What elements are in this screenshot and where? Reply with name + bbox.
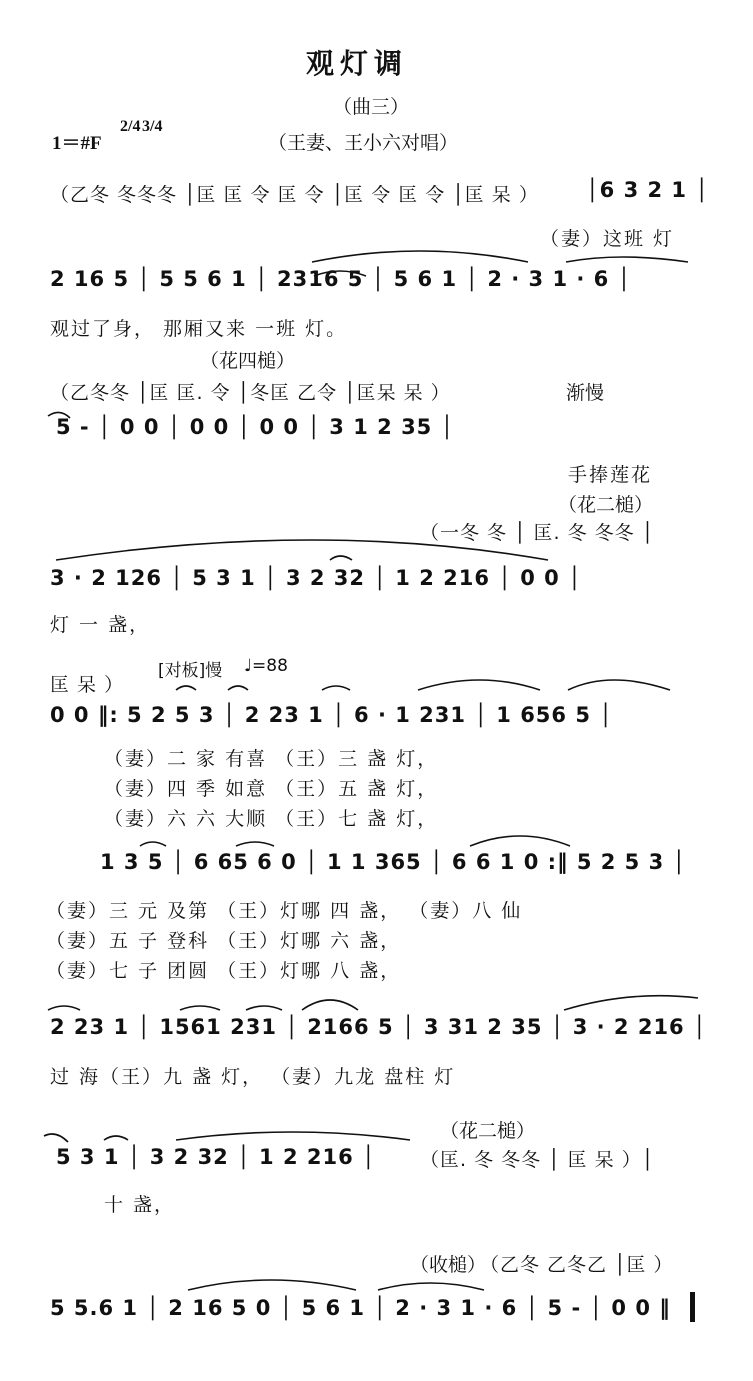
final-barline bbox=[690, 1292, 695, 1322]
lyrics-line-2: 观过了身， 那厢又来 一班 灯。 bbox=[50, 318, 348, 340]
lyrics-verse-3-a: （妻）六 六 大顺 （王）七 盏 灯， bbox=[104, 808, 439, 830]
annotation-hua-si-chui: （花四槌） bbox=[200, 350, 296, 372]
notation-line-9: 5 5.6 1 │ 2 16 5 0 │ 5 6 1 │ 2 · 3 1 · 6 │ 5 - │ 0 0 ‖ bbox=[50, 1296, 671, 1320]
performers: （王妻、王小六对唱） bbox=[268, 132, 459, 154]
time-signature-1: 2/4 bbox=[120, 118, 141, 135]
lyrics-line-4: 灯 一 盏， bbox=[50, 614, 151, 636]
tempo-value: ♩=88 bbox=[244, 656, 288, 676]
notation-line-4: 3 · 2 126 │ 5 3 1 │ 3 2 32 │ 1 2 216 │ 0 0 │ bbox=[50, 566, 582, 590]
lyrics-line-8: 十 盏， bbox=[104, 1194, 176, 1216]
percussion-line-1: （乙冬 冬冬冬 │匡 匡 令 匡 令 │匡 令 匡 令 │匡 呆 ） bbox=[50, 184, 539, 206]
page-title: 观灯调 bbox=[306, 47, 409, 80]
notation-line-3: 5 - │ 0 0 │ 0 0 │ 0 0 │ 3 1 2 35 │ bbox=[56, 415, 455, 439]
percussion-line-3: （乙冬冬 │匡 匡. 令 │冬匡 乙令 │匡呆 呆 ） bbox=[50, 382, 451, 404]
annotation-hua-er-chui-2: （花二槌） bbox=[440, 1120, 536, 1142]
lyrics-verse-1-a: （妻）二 家 有喜 （王）三 盏 灯， bbox=[104, 748, 439, 770]
annotation-shou-chui: （收槌） bbox=[410, 1254, 487, 1276]
tempo-marking-dui-ban: [对板]慢 bbox=[158, 661, 223, 681]
lyrics-line-7: 过 海（王）九 盏 灯， （妻）九龙 盘柱 灯 bbox=[50, 1066, 456, 1088]
lyrics-verse-3-b: （妻）七 子 团圆 （王）灯哪 八 盏， bbox=[46, 960, 402, 982]
percussion-line-9: （乙冬 乙冬乙 │匡 ） bbox=[480, 1254, 674, 1276]
lyrics-verse-2-b: （妻）五 子 登科 （王）灯哪 六 盏， bbox=[46, 930, 402, 952]
notation-line-8: 5 3 1 │ 3 2 32 │ 1 2 216 │ bbox=[56, 1145, 376, 1169]
notation-line-1: │6 3 2 1 │ bbox=[586, 178, 709, 202]
notation-line-5: 0 0 ‖: 5 2 5 3 │ 2 23 1 │ 6 · 1 231 │ 1 656 5 │ bbox=[50, 703, 613, 727]
subtitle: （曲三） bbox=[333, 96, 410, 118]
tempo-marking-jian-man: 渐慢 bbox=[566, 382, 605, 404]
lyrics-line-3: 手捧莲花 bbox=[568, 464, 653, 486]
notation-line-2: 2 16 5 │ 5 5 6 1 │ 2316 5 │ 5 6 1 │ 2 · 3 1 · 6 │ bbox=[50, 267, 632, 291]
key-signature: 1＝#F bbox=[52, 133, 102, 154]
percussion-line-5: 匡 呆 ） bbox=[50, 674, 125, 696]
lyrics-verse-1-b: （妻）三 元 及第 （王）灯哪 四 盏， （妻）八 仙 bbox=[46, 900, 523, 922]
notation-line-6: 1 3 5 │ 6 65 6 0 │ 1 1 365 │ 6 6 1 0 :‖ 5 2 5 3 │ bbox=[100, 850, 687, 874]
percussion-line-8: （匡. 冬 冬冬 │ 匡 呆 ）│ bbox=[420, 1149, 655, 1171]
lyrics-line-1: （妻）这班 灯 bbox=[540, 228, 675, 250]
time-signature-2: 3/4 bbox=[142, 118, 163, 135]
percussion-line-4: （一冬 冬 │ 匡. 冬 冬冬 │ bbox=[420, 522, 655, 544]
notation-line-7: 2 23 1 │ 1561 231 │ 2166 5 │ 3 31 2 35 │ 3 · 2 216 │ bbox=[50, 1015, 707, 1039]
annotation-hua-er-chui-1: （花二槌） bbox=[558, 494, 654, 516]
lyrics-verse-2-a: （妻）四 季 如意 （王）五 盏 灯， bbox=[104, 778, 439, 800]
